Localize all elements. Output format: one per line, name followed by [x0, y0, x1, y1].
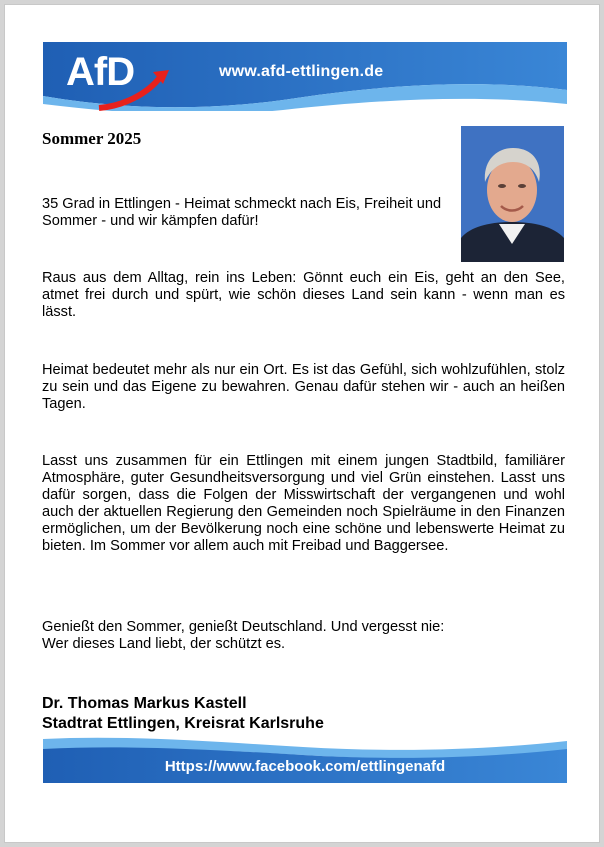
paragraph-4: Lasst uns zusammen für ein Ettlingen mit einem jungen Stadtbild, familiärer Atmosphäre, guter Gesundheitsversorgung und viel Grün einstehen. Lasst uns dafür sorgen, dass die Folgen der Misswirtschaft der vergangenen und wohl auch der aktuellen Regierung den Gemeinden noch Spielräume in den Finanzen ermöglichen, um der Bevölkerung noch eine schöne und lebenswerte Heimat zu bieten. Im Sommer vor allem auch mit Freibad und Baggersee. — [42, 453, 565, 554]
signature-name: Dr. Thomas Markus Kastell — [42, 695, 247, 712]
footer-banner — [43, 737, 567, 783]
closing-line-1: Genießt den Sommer, genießt Deutschland. Und vergesst nie: — [42, 619, 445, 635]
page-title: Sommer 2025 — [42, 129, 142, 148]
portrait-photo — [461, 126, 564, 262]
paragraph-5 — [42, 619, 565, 653]
closing-line-2: Wer dieses Land liebt, der schützt es. — [42, 636, 286, 652]
header-banner — [43, 42, 567, 111]
afd-logo: AfD — [66, 50, 135, 94]
paragraph-1: 35 Grad in Ettlingen - Heimat schmeckt nach Eis, Freiheit und Sommer - und wir kämpfen dafür! — [42, 196, 442, 229]
paragraph-3: Heimat bedeutet mehr als nur ein Ort. Es ist das Gefühl, sich wohlzufühlen, stolz zu sein und das Eigene zu bewahren. Genau dafür stehen wir - auch an heißen Tagen. — [42, 362, 565, 412]
signature-role: Stadtrat Ettlingen, Kreisrat Karlsruhe — [42, 715, 324, 732]
portrait-image — [461, 126, 564, 262]
flyer-page — [4, 4, 600, 843]
header-website-url[interactable]: www.afd-ettlingen.de — [219, 63, 384, 80]
signature — [42, 694, 324, 734]
footer-facebook-url[interactable]: Https://www.facebook.com/ettlingenafd — [164, 758, 446, 775]
paragraph-2: Raus aus dem Alltag, rein ins Leben: Gönnt euch ein Eis, geht an den See, atmet frei durch und spürt, wie schön dieses Land sein kann - wenn man es lässt. — [42, 270, 565, 320]
